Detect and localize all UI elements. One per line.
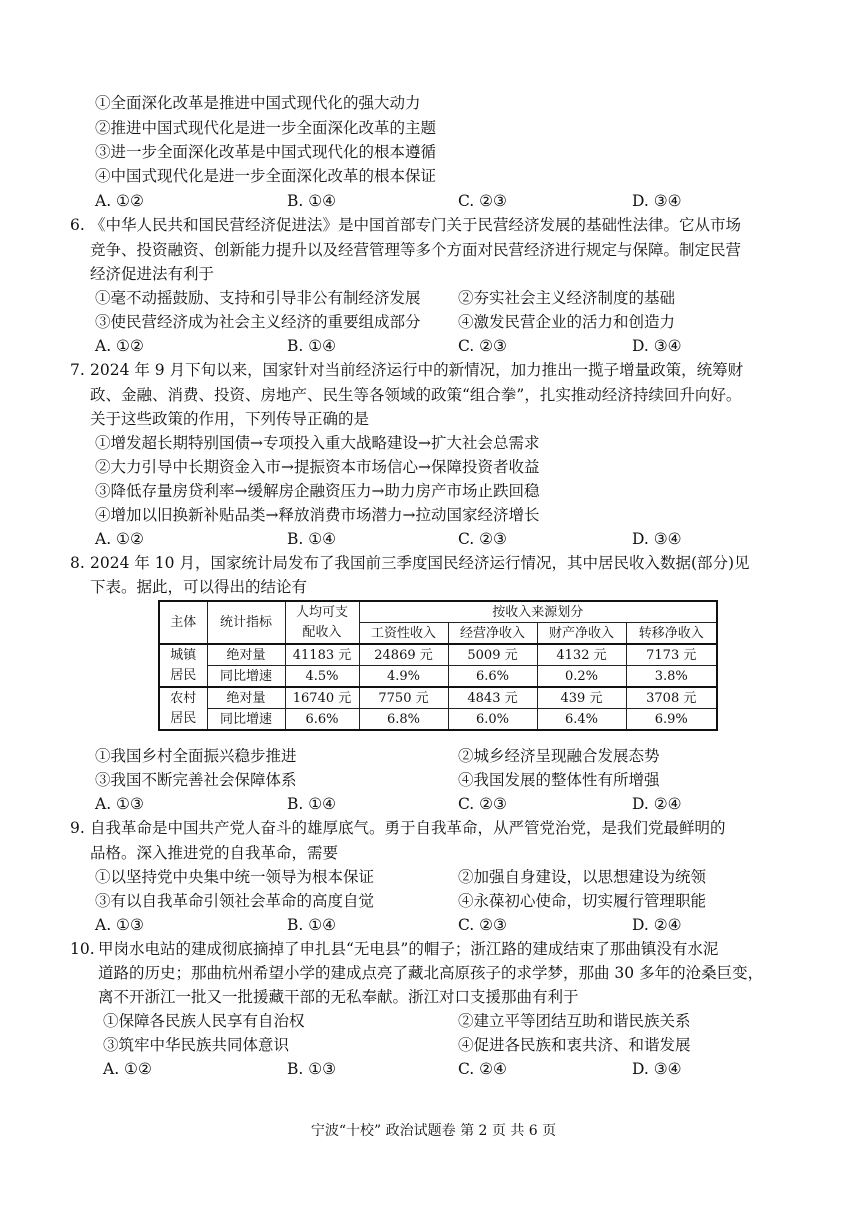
- income-table: [158, 600, 718, 731]
- table-cell: 5009 元: [448, 644, 537, 666]
- table-cell: 7173 元: [626, 644, 717, 666]
- table-cell: 0.2%: [537, 666, 626, 688]
- table-cell: 24869 元: [359, 644, 448, 666]
- table-cell: 4132 元: [537, 644, 626, 666]
- row-label-abs: 绝对量: [207, 644, 285, 666]
- q5-statement-1: ①全面深化改革是推进中国式现代化的强大动力: [95, 94, 421, 112]
- q10-option-a: A. ①②: [103, 1060, 152, 1078]
- table-row: [159, 709, 717, 731]
- header-disposable-1: 人均可支: [285, 601, 359, 623]
- q10-number: 10.: [70, 940, 95, 958]
- q5-option-d: D. ③④: [632, 192, 682, 210]
- q10-option-d: D. ③④: [632, 1060, 682, 1078]
- q9-option-b: B. ①④: [287, 916, 337, 934]
- q8-statement-1: ①我国乡村全面振兴稳步推进: [95, 747, 297, 765]
- q6-statement-1: ①毫不动摇鼓励、支持和引导非公有制经济发展: [95, 289, 421, 307]
- q9-statement-2: ②加强自身建设，以思想建设为统领: [458, 868, 707, 886]
- q7-stem-3: 关于这些政策的作用，下列传导正确的是: [90, 410, 370, 428]
- q8-option-a: A. ①③: [95, 795, 144, 813]
- q9-statement-1: ①以坚持党中央集中统一领导为根本保证: [95, 868, 375, 886]
- table-cell: 7750 元: [359, 687, 448, 709]
- table-cell: 4.5%: [285, 666, 359, 688]
- q5-option-b: B. ①④: [287, 192, 337, 210]
- table-cell: 6.8%: [359, 709, 448, 731]
- q6-statement-3: ③使民营经济成为社会主义经济的重要组成部分: [95, 313, 421, 331]
- table-cell: 6.6%: [448, 666, 537, 688]
- table-row: [159, 666, 717, 688]
- header-by-source: 按收入来源划分: [359, 601, 717, 623]
- table-cell: 6.4%: [537, 709, 626, 731]
- header-disposable-2: 配收入: [285, 623, 359, 645]
- table-cell: 16740 元: [285, 687, 359, 709]
- q9-number: 9.: [70, 819, 85, 837]
- q8-stem-2: 下表。据此，可以得出的结论有: [90, 578, 308, 596]
- q8-statement-3: ③我国不断完善社会保障体系: [95, 771, 297, 789]
- urban-label-2: 居民: [159, 666, 207, 688]
- q9-statement-3: ③有以自我革命引领社会革命的高度自觉: [95, 892, 375, 910]
- q6-stem-3: 经济促进法有利于: [90, 265, 215, 283]
- q10-statement-1: ①保障各民族人民享有自治权: [103, 1012, 305, 1030]
- q10-option-b: B. ①③: [287, 1060, 337, 1078]
- q6-statement-2: ②夯实社会主义经济制度的基础: [458, 289, 676, 307]
- table-row: [159, 644, 717, 666]
- table-cell: 4.9%: [359, 666, 448, 688]
- q7-option-d: D. ③④: [632, 530, 682, 548]
- q6-option-d: D. ③④: [632, 337, 682, 355]
- q5-statement-3: ③进一步全面深化改革是中国式现代化的根本遵循: [95, 143, 437, 161]
- header-wage: 工资性收入: [359, 623, 448, 645]
- table-cell: 6.9%: [626, 709, 717, 731]
- q8-statement-2: ②城乡经济呈现融合发展态势: [458, 747, 660, 765]
- q6-stem-2: 竞争、投资融资、创新能力提升以及经营管理等多个方面对民营经济进行规定与保障。制定民营: [90, 241, 742, 259]
- urban-label-1: 城镇: [159, 644, 207, 666]
- q8-number: 8.: [70, 554, 85, 572]
- q10-stem-3: 离不开浙江一批又一批援藏干部的无私奉献。浙江对口支援那曲有利于: [98, 988, 579, 1006]
- q6-number: 6.: [70, 216, 85, 234]
- q6-option-b: B. ①④: [287, 337, 337, 355]
- rural-label-2: 居民: [159, 709, 207, 731]
- q10-stem-2: 道路的历史；那曲杭州希望小学的建成点亮了藏北高原孩子的求学梦，那曲 30 多年的沧桑巨变，: [98, 964, 764, 982]
- q10-stem-1: 甲岗水电站的建成彻底摘掉了申扎县“无电县”的帽子；浙江路的建成结束了那曲镇没有水泥: [98, 940, 719, 958]
- q6-statement-4: ④激发民营企业的活力和创造力: [458, 313, 676, 331]
- q5-statement-4: ④中国式现代化是进一步全面深化改革的根本保证: [95, 167, 437, 185]
- q6-option-c: C. ②③: [458, 337, 507, 355]
- q7-option-c: C. ②③: [458, 530, 507, 548]
- page-footer: 宁波“十校” 政治试题卷 第 2 页 共 6 页: [310, 1123, 557, 1139]
- table-cell: 6.0%: [448, 709, 537, 731]
- q9-stem-2: 品格。深入推进党的自我革命，需要: [90, 844, 339, 862]
- q9-stem-1: 自我革命是中国共产党人奋斗的雄厚底气。勇于自我革命，从严管党治党，是我们党最鲜明的: [90, 819, 726, 837]
- q7-number: 7.: [70, 361, 85, 379]
- q7-statement-2: ②大力引导中长期资金入市→提振资本市场信心→保障投资者收益: [95, 458, 540, 476]
- q8-option-c: C. ②③: [458, 795, 507, 813]
- row-label-growth: 同比增速: [207, 666, 285, 688]
- q7-statement-3: ③降低存量房贷利率→缓解房企融资压力→助力房产市场止跌回稳: [95, 482, 540, 500]
- q9-option-d: D. ②④: [632, 916, 682, 934]
- table-cell: 439 元: [537, 687, 626, 709]
- q9-option-c: C. ②③: [458, 916, 507, 934]
- table-cell: 41183 元: [285, 644, 359, 666]
- header-transfer: 转移净收入: [626, 623, 717, 645]
- table-cell: 3708 元: [626, 687, 717, 709]
- q8-option-d: D. ②④: [632, 795, 682, 813]
- q7-statement-4: ④增加以旧换新补贴品类→释放消费市场潜力→拉动国家经济增长: [95, 506, 540, 524]
- q5-option-c: C. ②③: [458, 192, 507, 210]
- q10-statement-4: ④促进各民族和衷共济、和谐发展: [458, 1036, 691, 1054]
- header-operating: 经营净收入: [448, 623, 537, 645]
- q9-option-a: A. ①③: [95, 916, 144, 934]
- table-header-row: [159, 601, 717, 623]
- table-cell: 3.8%: [626, 666, 717, 688]
- q7-option-b: B. ①④: [287, 530, 337, 548]
- q8-statement-4: ④我国发展的整体性有所增强: [458, 771, 660, 789]
- q6-stem-1: 《中华人民共和国民营经济促进法》是中国首部专门关于民营经济发展的基础性法律。它从市场: [90, 216, 742, 234]
- q10-option-c: C. ②④: [458, 1060, 507, 1078]
- q7-stem-1: 2024 年 9 月下旬以来，国家针对当前经济运行中的新情况，加力推出一揽子增量政策，统筹财: [90, 361, 744, 379]
- q9-statement-4: ④永葆初心使命，切实履行管理职能: [458, 892, 707, 910]
- table-cell: 6.6%: [285, 709, 359, 731]
- q7-option-a: A. ①②: [95, 530, 144, 548]
- q10-statement-2: ②建立平等团结互助和谐民族关系: [458, 1012, 691, 1030]
- header-subject: 主体: [159, 601, 207, 644]
- q8-option-b: B. ①④: [287, 795, 337, 813]
- q5-statement-2: ②推进中国式现代化是进一步全面深化改革的主题: [95, 119, 437, 137]
- q7-statement-1: ①增发超长期特别国债→专项投入重大战略建设→扩大社会总需求: [95, 434, 540, 452]
- q8-stem-1: 2024 年 10 月，国家统计局发布了我国前三季度国民经济运行情况，其中居民收入数据(部分)见: [90, 554, 750, 572]
- header-indicator: 统计指标: [207, 601, 285, 644]
- q5-option-a: A. ①②: [95, 192, 144, 210]
- table-row: [159, 687, 717, 709]
- row-label-growth: 同比增速: [207, 709, 285, 731]
- rural-label-1: 农村: [159, 687, 207, 709]
- q7-stem-2: 政、金融、消费、投资、房地产、民生等各领域的政策“组合拳”，扎实推动经济持续回升向好。: [90, 386, 742, 404]
- header-property: 财产净收入: [537, 623, 626, 645]
- table-cell: 4843 元: [448, 687, 537, 709]
- q6-option-a: A. ①②: [95, 337, 144, 355]
- q10-statement-3: ③筑牢中华民族共同体意识: [103, 1036, 290, 1054]
- row-label-abs: 绝对量: [207, 687, 285, 709]
